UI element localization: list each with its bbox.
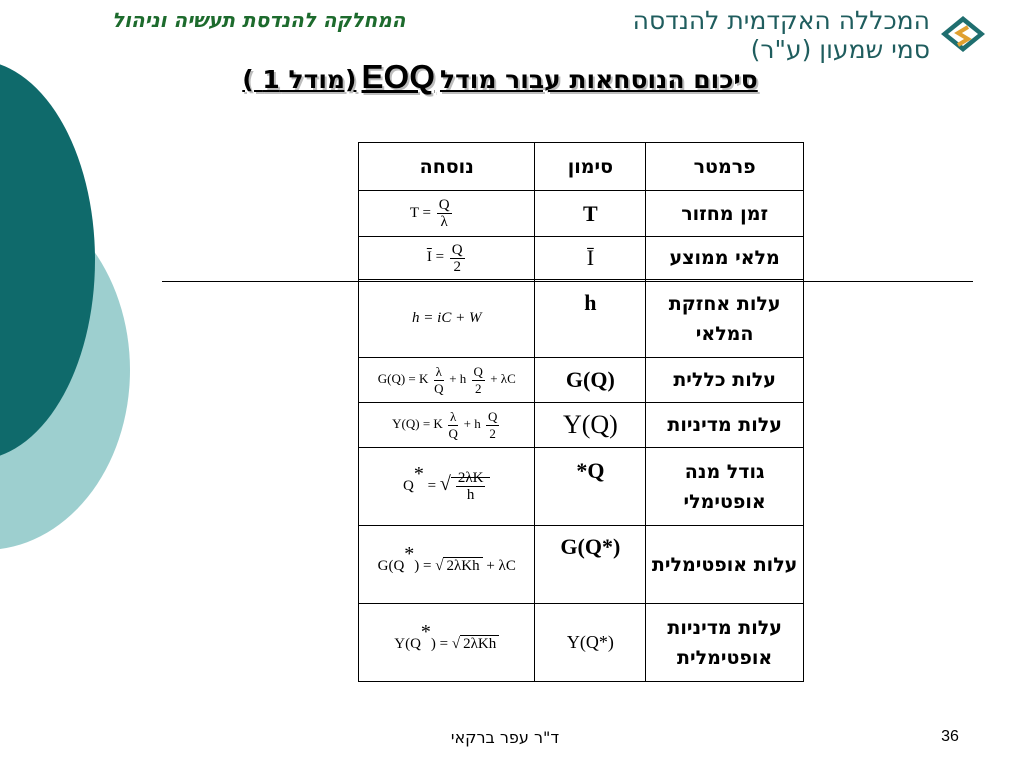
table-row [359, 604, 804, 682]
slide-title [190, 58, 810, 96]
title-model: EOQ [361, 58, 435, 95]
row-symbol: Ī [535, 237, 646, 280]
horizontal-rule [162, 281, 973, 282]
row-symbol: h [535, 280, 646, 358]
title-suffix: (מודל 1 ) [242, 65, 357, 94]
college-name-line1: המכללה האקדמית להנדסה [632, 6, 930, 35]
row-param: מלאי ממוצע [646, 237, 804, 280]
table-header-row [359, 143, 804, 191]
optimal-quantity-formula: Q* = √ $\frac{2\lambda K}{h}$ [359, 448, 535, 526]
table-row [359, 191, 804, 237]
row-symbol: Y(Q) [535, 403, 646, 448]
college-name-line2: סמי שמעון (ע"ר) [750, 35, 930, 64]
table-row [359, 280, 804, 358]
row-param: גודל מנה אופטימלי [646, 448, 804, 526]
row-param: עלות אופטימלית [646, 526, 804, 604]
header-param: פרמטר [646, 143, 804, 191]
row-symbol: Y(Q*) [535, 604, 646, 682]
table-row [359, 403, 804, 448]
cycle-time-formula: T = $\frac{Q}{\lambda}$ [359, 191, 535, 237]
college-logo-icon [940, 15, 986, 53]
row-param: זמן מחזור [646, 191, 804, 237]
row-symbol: T [535, 191, 646, 237]
header-symbol: סימון [535, 143, 646, 191]
optimal-policy-cost-formula: Y(Q*) = √ 2λKh [359, 604, 535, 682]
table-row [359, 358, 804, 403]
row-symbol: G(Q) [535, 358, 646, 403]
table-row [359, 448, 804, 526]
row-param: עלות מדיניות אופטימלית [646, 604, 804, 682]
table-row [359, 237, 804, 280]
college-name [560, 6, 930, 64]
header-formula: נוסחה [359, 143, 535, 191]
table-row [359, 526, 804, 604]
average-inventory-formula: $\overline{I}$ = $\frac{Q}{2}$ [359, 237, 535, 280]
row-symbol: G(Q*) [535, 526, 646, 604]
row-param: עלות כללית [646, 358, 804, 403]
row-param: עלות מדיניות [646, 403, 804, 448]
total-cost-formula: G(Q) = K $\frac{\lambda}{Q}$ + h $\frac{Q}{2}$ + λC [359, 358, 535, 403]
department-title: המחלקה להנדסת תעשיה וניהול [112, 8, 406, 32]
optimal-cost-formula: G(Q*) = √ 2λKh + λC [359, 526, 535, 604]
footer-author: ד"ר עפר ברקאי [450, 728, 560, 747]
holding-cost-formula: h = iC + W [359, 280, 535, 358]
page-number: 36 [941, 728, 959, 745]
formula-table [358, 142, 804, 682]
policy-cost-formula: Y(Q) = K $\frac{\lambda}{Q}$ + h $\frac{Q}{2}$ [359, 403, 535, 448]
row-symbol: Q* [535, 448, 646, 526]
row-param: עלות אחזקת המלאי [646, 280, 804, 358]
title-prefix: סיכום הנוסחאות עבור מודל [439, 65, 758, 94]
